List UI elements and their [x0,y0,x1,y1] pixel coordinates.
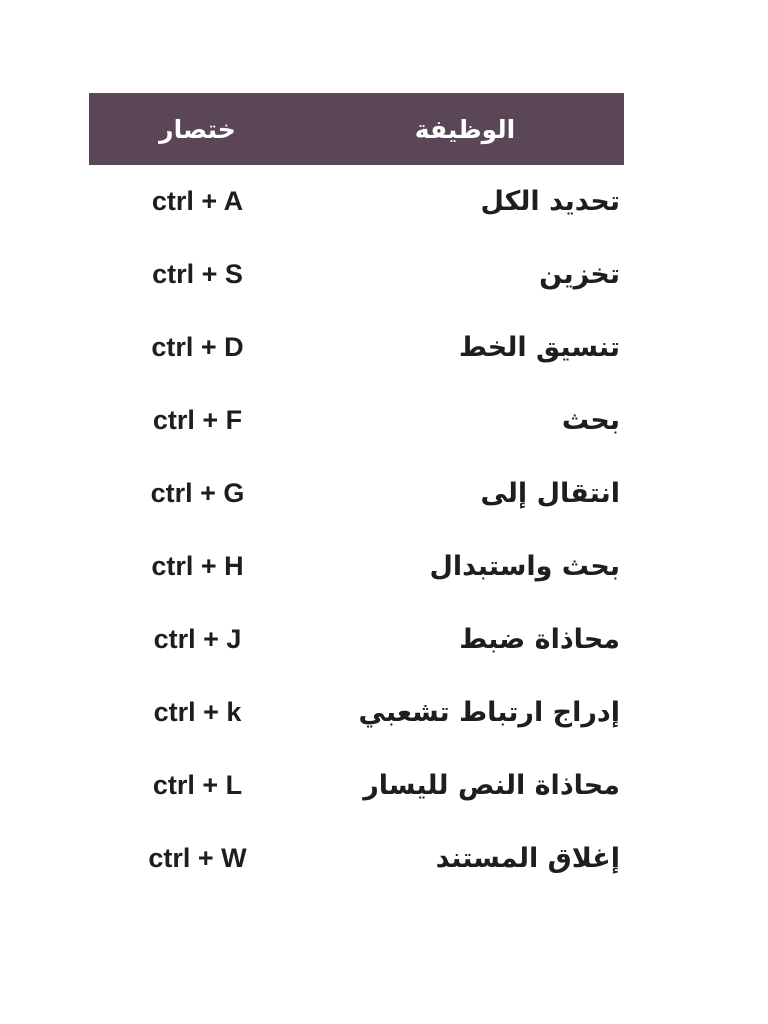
table-row [89,238,624,311]
function-cell [306,238,624,311]
function-label: محاذاة النص لليسار [363,770,620,801]
table-row [89,822,624,895]
table-body [89,165,624,895]
table-row [89,165,624,238]
table-row [89,311,624,384]
function-label: إدراج ارتباط تشعبي [358,697,620,728]
function-cell [306,749,624,822]
function-label: انتقال إلى [480,478,620,509]
table-row [89,530,624,603]
function-label: تنسيق الخط [458,332,620,363]
table-row [89,603,624,676]
shortcut-cell: ctrl + L [152,770,243,800]
shortcut-cell: ctrl + A [151,186,244,216]
shortcut-cell: ctrl + W [148,843,247,873]
function-label: محاذاة ضبط [459,624,620,655]
shortcut-cell: ctrl + k [153,697,242,727]
function-label: تحديد الكل [480,186,620,217]
table-row [89,749,624,822]
shortcut-cell: ctrl + S [152,259,243,289]
shortcut-cell: ctrl + H [151,551,244,581]
table-row [89,457,624,530]
function-cell [306,603,624,676]
function-label: بحث [561,405,620,436]
function-cell [306,822,624,895]
function-label: تخزين [539,259,620,290]
function-label: بحث واستبدال [429,551,620,582]
table-header [89,93,624,165]
table-row [89,676,624,749]
shortcut-cell: ctrl + F [152,405,243,435]
function-cell [306,384,624,457]
shortcuts-table [89,93,624,895]
header-function: الوظيفة [414,114,516,144]
table-row [89,384,624,457]
function-cell [306,457,624,530]
function-cell [306,676,624,749]
shortcut-cell: ctrl + G [150,478,245,508]
function-cell [306,530,624,603]
function-cell [306,311,624,384]
function-cell [306,165,624,238]
shortcut-cell: ctrl + D [151,332,244,362]
header-row [89,93,624,165]
shortcut-cell: ctrl + J [153,624,242,654]
header-shortcut: ختصار [159,114,236,144]
function-label: إغلاق المستند [435,843,620,874]
